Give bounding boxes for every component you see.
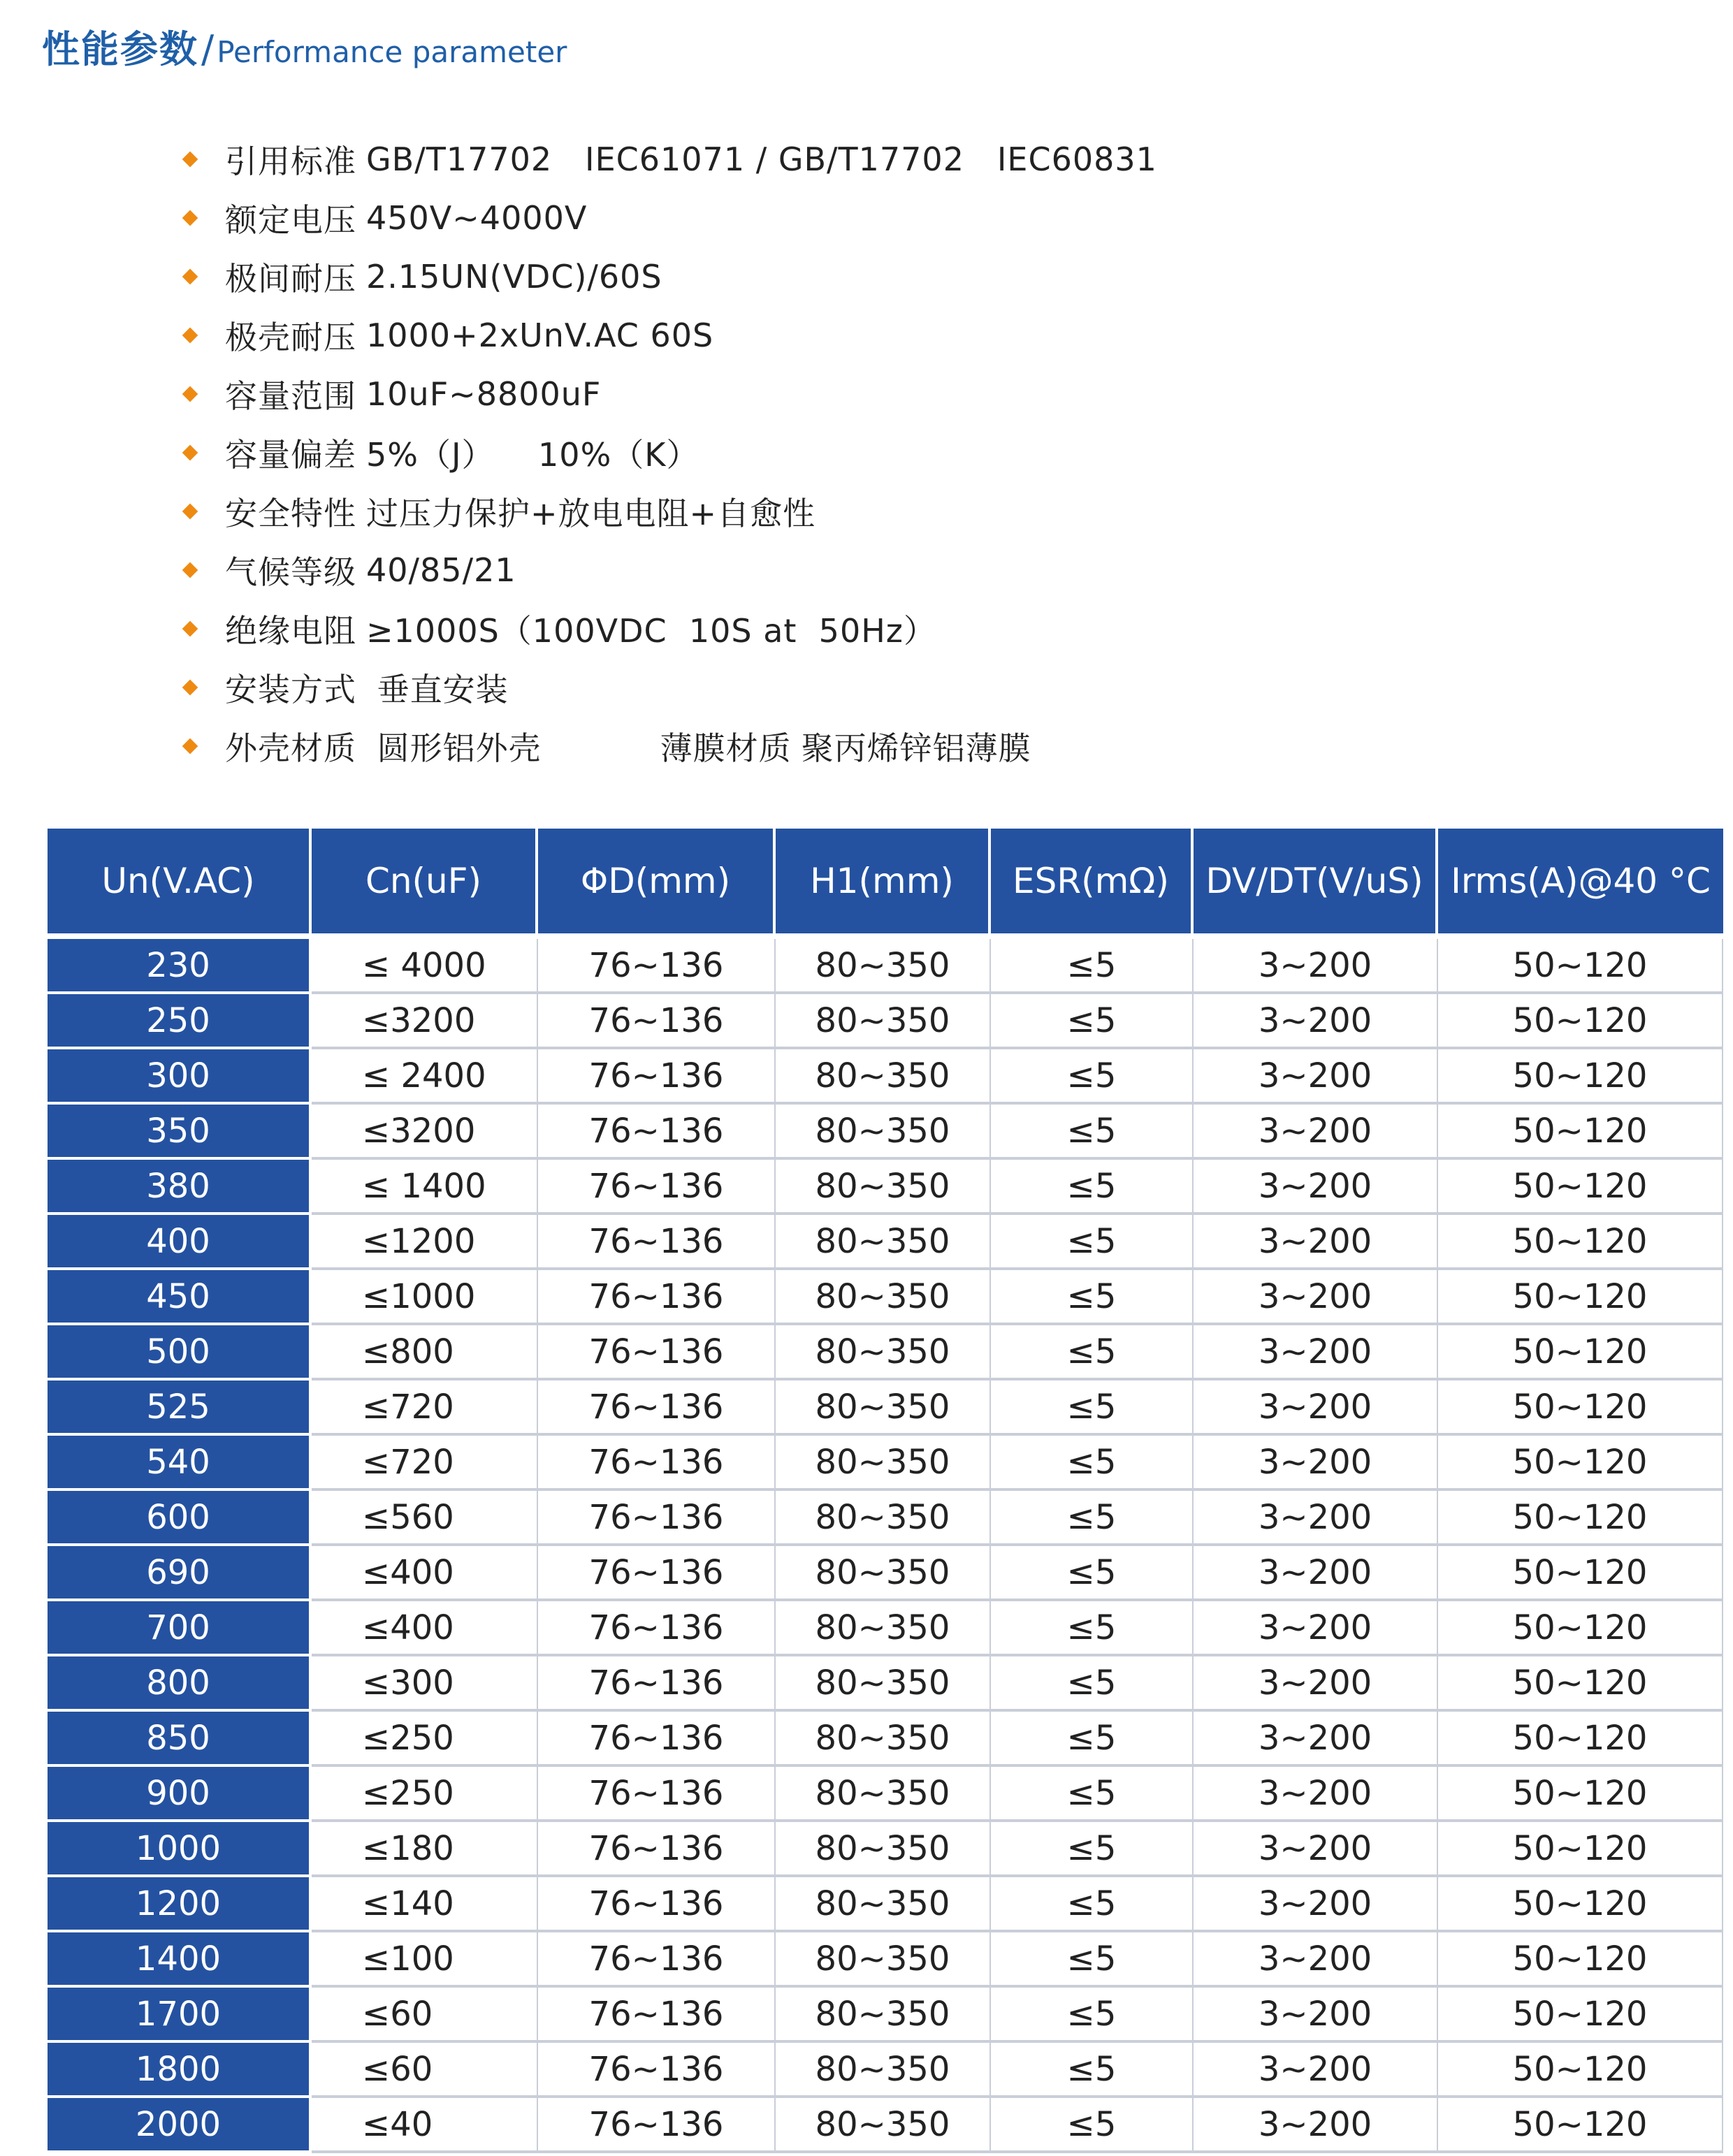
cell-irms: 50~120 <box>1438 1546 1723 1601</box>
cell-irms: 50~120 <box>1438 1877 1723 1932</box>
cell-height: 80~350 <box>776 1491 991 1546</box>
cell-dvdt: 3~200 <box>1194 1988 1438 2043</box>
table-row <box>48 2043 1723 2098</box>
cell-cn: ≤180 <box>312 1822 538 1877</box>
cell-height: 80~350 <box>776 1601 991 1656</box>
spec-label: 安装方式 <box>225 671 356 708</box>
cell-height: 80~350 <box>776 1712 991 1767</box>
diamond-bullet-icon <box>182 562 198 578</box>
cell-un: 380 <box>48 1160 312 1215</box>
column-header: ΦD(mm) <box>538 829 776 939</box>
cell-diameter: 76~136 <box>538 1381 776 1436</box>
spec-item <box>179 541 1646 599</box>
cell-height: 80~350 <box>776 1270 991 1325</box>
spec-label: 引用标准 <box>225 143 356 180</box>
cell-height: 80~350 <box>776 1988 991 2043</box>
cell-esr: ≤5 <box>991 939 1194 994</box>
cell-irms: 50~120 <box>1438 1270 1723 1325</box>
cell-irms: 50~120 <box>1438 1712 1723 1767</box>
spec-value: 圆形铝外壳 <box>366 729 542 767</box>
cell-esr: ≤5 <box>991 1767 1194 1822</box>
cell-diameter: 76~136 <box>538 1601 776 1656</box>
cell-un: 230 <box>48 939 312 994</box>
spec-label: 绝缘电阻 <box>225 612 356 650</box>
cell-esr: ≤5 <box>991 2098 1194 2153</box>
column-header: Un(V.AC) <box>48 829 312 939</box>
table-row <box>48 939 1723 994</box>
cell-un: 690 <box>48 1546 312 1601</box>
cell-dvdt: 3~200 <box>1194 1601 1438 1656</box>
diamond-bullet-icon <box>182 328 198 344</box>
spec-value: 10uF~8800uF <box>366 375 602 413</box>
table-row <box>48 1877 1723 1932</box>
cell-diameter: 76~136 <box>538 1822 776 1877</box>
cell-diameter: 76~136 <box>538 1988 776 2043</box>
spec-value: 5%（J） 10%（K） <box>366 436 699 474</box>
cell-esr: ≤5 <box>991 1712 1194 1767</box>
cell-diameter: 76~136 <box>538 1325 776 1381</box>
cell-cn: ≤720 <box>312 1436 538 1491</box>
page-title <box>42 20 567 75</box>
table-row <box>48 1105 1723 1160</box>
cell-dvdt: 3~200 <box>1194 1656 1438 1712</box>
cell-irms: 50~120 <box>1438 2043 1723 2098</box>
cell-height: 80~350 <box>776 1381 991 1436</box>
cell-irms: 50~120 <box>1438 1049 1723 1105</box>
spec-value: 1000+2xUnV.AC 60S <box>366 316 714 354</box>
table-row <box>48 1767 1723 1822</box>
cell-irms: 50~120 <box>1438 1822 1723 1877</box>
cell-cn: ≤1200 <box>312 1215 538 1270</box>
cell-esr: ≤5 <box>991 1105 1194 1160</box>
cell-dvdt: 3~200 <box>1194 1270 1438 1325</box>
cell-irms: 50~120 <box>1438 1160 1723 1215</box>
cell-diameter: 76~136 <box>538 1546 776 1601</box>
cell-irms: 50~120 <box>1438 2098 1723 2153</box>
cell-un: 300 <box>48 1049 312 1105</box>
diamond-bullet-icon <box>182 269 198 285</box>
cell-esr: ≤5 <box>991 994 1194 1049</box>
cell-un: 350 <box>48 1105 312 1160</box>
page-title-cn: 性能参数 <box>42 27 198 71</box>
table-row <box>48 1546 1723 1601</box>
table-row <box>48 1656 1723 1712</box>
cell-height: 80~350 <box>776 1436 991 1491</box>
spec-item <box>179 130 1646 189</box>
spec-item <box>179 482 1646 541</box>
cell-esr: ≤5 <box>991 1988 1194 2043</box>
spec-item <box>179 658 1646 717</box>
spec-label: 外壳材质 <box>225 729 356 767</box>
cell-cn: ≤100 <box>312 1932 538 1988</box>
cell-un: 2000 <box>48 2098 312 2153</box>
table-row <box>48 1381 1723 1436</box>
table-row <box>48 1491 1723 1546</box>
cell-cn: ≤ 4000 <box>312 939 538 994</box>
parameter-table <box>48 829 1723 2153</box>
cell-diameter: 76~136 <box>538 1767 776 1822</box>
cell-diameter: 76~136 <box>538 939 776 994</box>
diamond-bullet-icon <box>182 504 198 520</box>
spec-label: 容量范围 <box>225 377 356 415</box>
spec-value: 40/85/21 <box>366 551 516 589</box>
cell-height: 80~350 <box>776 2043 991 2098</box>
cell-height: 80~350 <box>776 1215 991 1270</box>
cell-cn: ≤300 <box>312 1656 538 1712</box>
column-header: H1(mm) <box>776 829 991 939</box>
cell-dvdt: 3~200 <box>1194 2043 1438 2098</box>
diamond-bullet-icon <box>182 738 198 755</box>
spec-label: 极壳耐压 <box>225 319 356 356</box>
cell-diameter: 76~136 <box>538 2098 776 2153</box>
cell-cn: ≤720 <box>312 1381 538 1436</box>
diamond-bullet-icon <box>182 210 198 226</box>
spec-label: 气候等级 <box>225 553 356 591</box>
cell-dvdt: 3~200 <box>1194 1436 1438 1491</box>
cell-cn: ≤250 <box>312 1767 538 1822</box>
spec-label: 容量偏差 <box>225 436 356 474</box>
cell-cn: ≤ 1400 <box>312 1160 538 1215</box>
table-row <box>48 1160 1723 1215</box>
cell-dvdt: 3~200 <box>1194 1491 1438 1546</box>
spec-value: 垂直安装 <box>366 671 509 708</box>
cell-esr: ≤5 <box>991 1877 1194 1932</box>
cell-dvdt: 3~200 <box>1194 1877 1438 1932</box>
table-row <box>48 1049 1723 1105</box>
cell-cn: ≤3200 <box>312 1105 538 1160</box>
cell-un: 900 <box>48 1767 312 1822</box>
cell-un: 700 <box>48 1601 312 1656</box>
cell-cn: ≤560 <box>312 1491 538 1546</box>
cell-dvdt: 3~200 <box>1194 1546 1438 1601</box>
cell-irms: 50~120 <box>1438 1436 1723 1491</box>
cell-esr: ≤5 <box>991 1491 1194 1546</box>
cell-diameter: 76~136 <box>538 1712 776 1767</box>
cell-cn: ≤250 <box>312 1712 538 1767</box>
table-row <box>48 1601 1723 1656</box>
cell-height: 80~350 <box>776 939 991 994</box>
diamond-bullet-icon <box>182 445 198 461</box>
cell-un: 1200 <box>48 1877 312 1932</box>
cell-diameter: 76~136 <box>538 1491 776 1546</box>
cell-height: 80~350 <box>776 1656 991 1712</box>
cell-irms: 50~120 <box>1438 994 1723 1049</box>
spec-label: 极间耐压 <box>225 260 356 298</box>
column-header: Irms(A)@40 °C <box>1438 829 1723 939</box>
column-header: ESR(mΩ) <box>991 829 1194 939</box>
table-row <box>48 1822 1723 1877</box>
cell-cn: ≤3200 <box>312 994 538 1049</box>
table-row <box>48 1325 1723 1381</box>
cell-irms: 50~120 <box>1438 1601 1723 1656</box>
cell-height: 80~350 <box>776 1822 991 1877</box>
page-title-separator: / <box>201 27 215 71</box>
cell-un: 1400 <box>48 1932 312 1988</box>
cell-cn: ≤800 <box>312 1325 538 1381</box>
cell-esr: ≤5 <box>991 1381 1194 1436</box>
cell-un: 500 <box>48 1325 312 1381</box>
cell-irms: 50~120 <box>1438 1105 1723 1160</box>
spec-label: 安全特性 <box>225 495 356 532</box>
cell-un: 800 <box>48 1656 312 1712</box>
cell-height: 80~350 <box>776 1546 991 1601</box>
cell-dvdt: 3~200 <box>1194 1381 1438 1436</box>
cell-esr: ≤5 <box>991 2043 1194 2098</box>
cell-esr: ≤5 <box>991 1656 1194 1712</box>
cell-un: 850 <box>48 1712 312 1767</box>
cell-cn: ≤1000 <box>312 1270 538 1325</box>
cell-dvdt: 3~200 <box>1194 2098 1438 2153</box>
cell-irms: 50~120 <box>1438 939 1723 994</box>
column-header: DV/DT(V/uS) <box>1194 829 1438 939</box>
spec-value: GB/T17702 IEC61071 / GB/T17702 IEC60831 <box>366 140 1157 178</box>
cell-height: 80~350 <box>776 1325 991 1381</box>
cell-cn: ≤ 2400 <box>312 1049 538 1105</box>
cell-dvdt: 3~200 <box>1194 1325 1438 1381</box>
spec-item <box>179 599 1646 658</box>
cell-irms: 50~120 <box>1438 1656 1723 1712</box>
cell-un: 540 <box>48 1436 312 1491</box>
table-body <box>48 939 1723 2153</box>
cell-dvdt: 3~200 <box>1194 1160 1438 1215</box>
cell-diameter: 76~136 <box>538 1656 776 1712</box>
cell-un: 1800 <box>48 2043 312 2098</box>
cell-esr: ≤5 <box>991 1546 1194 1601</box>
cell-un: 1000 <box>48 1822 312 1877</box>
cell-irms: 50~120 <box>1438 1381 1723 1436</box>
cell-cn: ≤60 <box>312 2043 538 2098</box>
cell-esr: ≤5 <box>991 1436 1194 1491</box>
diamond-bullet-icon <box>182 621 198 637</box>
cell-dvdt: 3~200 <box>1194 939 1438 994</box>
cell-height: 80~350 <box>776 994 991 1049</box>
cell-esr: ≤5 <box>991 1325 1194 1381</box>
spec-item <box>179 247 1646 306</box>
cell-height: 80~350 <box>776 1767 991 1822</box>
table-row <box>48 1270 1723 1325</box>
spec-item <box>179 306 1646 365</box>
table-header-row <box>48 829 1723 939</box>
spec-item <box>179 189 1646 247</box>
cell-dvdt: 3~200 <box>1194 994 1438 1049</box>
cell-diameter: 76~136 <box>538 1270 776 1325</box>
table-row <box>48 1436 1723 1491</box>
cell-dvdt: 3~200 <box>1194 1049 1438 1105</box>
table-row <box>48 1712 1723 1767</box>
cell-height: 80~350 <box>776 1160 991 1215</box>
cell-esr: ≤5 <box>991 1270 1194 1325</box>
cell-irms: 50~120 <box>1438 1215 1723 1270</box>
cell-height: 80~350 <box>776 1877 991 1932</box>
cell-irms: 50~120 <box>1438 1988 1723 2043</box>
cell-dvdt: 3~200 <box>1194 1932 1438 1988</box>
spec-value: 过压力保护+放电电阻+自愈性 <box>366 495 816 532</box>
table-row <box>48 1988 1723 2043</box>
cell-dvdt: 3~200 <box>1194 1105 1438 1160</box>
cell-esr: ≤5 <box>991 1822 1194 1877</box>
spec-value: ≥1000S（100VDC 10S at 50Hz） <box>366 612 936 650</box>
spec-list <box>179 130 1646 775</box>
cell-un: 1700 <box>48 1988 312 2043</box>
cell-irms: 50~120 <box>1438 1767 1723 1822</box>
cell-dvdt: 3~200 <box>1194 1712 1438 1767</box>
cell-esr: ≤5 <box>991 1049 1194 1105</box>
cell-dvdt: 3~200 <box>1194 1767 1438 1822</box>
cell-un: 450 <box>48 1270 312 1325</box>
cell-height: 80~350 <box>776 2098 991 2153</box>
table-row <box>48 1215 1723 1270</box>
cell-un: 600 <box>48 1491 312 1546</box>
cell-cn: ≤140 <box>312 1877 538 1932</box>
cell-esr: ≤5 <box>991 1160 1194 1215</box>
spec-value-film: 聚丙烯锌铝薄膜 <box>801 729 1031 767</box>
cell-diameter: 76~136 <box>538 1049 776 1105</box>
column-header: Cn(uF) <box>312 829 538 939</box>
spec-item-housing <box>179 717 1646 775</box>
page-title-en: Performance parameter <box>217 35 567 69</box>
cell-diameter: 76~136 <box>538 2043 776 2098</box>
cell-diameter: 76~136 <box>538 1215 776 1270</box>
table-row <box>48 2098 1723 2153</box>
spec-value: 2.15UN(VDC)/60S <box>366 258 662 296</box>
cell-diameter: 76~136 <box>538 1105 776 1160</box>
cell-cn: ≤40 <box>312 2098 538 2153</box>
cell-cn: ≤400 <box>312 1601 538 1656</box>
table-row <box>48 994 1723 1049</box>
cell-dvdt: 3~200 <box>1194 1215 1438 1270</box>
table-row <box>48 1932 1723 1988</box>
cell-irms: 50~120 <box>1438 1491 1723 1546</box>
cell-height: 80~350 <box>776 1932 991 1988</box>
spec-label: 额定电压 <box>225 201 356 239</box>
diamond-bullet-icon <box>182 680 198 696</box>
cell-diameter: 76~136 <box>538 1932 776 1988</box>
spec-item <box>179 365 1646 423</box>
cell-esr: ≤5 <box>991 1601 1194 1656</box>
cell-height: 80~350 <box>776 1049 991 1105</box>
spec-value: 450V~4000V <box>366 199 588 237</box>
diamond-bullet-icon <box>182 386 198 402</box>
cell-irms: 50~120 <box>1438 1325 1723 1381</box>
cell-irms: 50~120 <box>1438 1932 1723 1988</box>
cell-esr: ≤5 <box>991 1215 1194 1270</box>
cell-cn: ≤400 <box>312 1546 538 1601</box>
cell-un: 525 <box>48 1381 312 1436</box>
cell-diameter: 76~136 <box>538 1160 776 1215</box>
diamond-bullet-icon <box>182 152 198 168</box>
cell-un: 400 <box>48 1215 312 1270</box>
cell-height: 80~350 <box>776 1105 991 1160</box>
spec-label-film: 薄膜材质 <box>660 729 792 767</box>
cell-diameter: 76~136 <box>538 994 776 1049</box>
cell-esr: ≤5 <box>991 1932 1194 1988</box>
cell-diameter: 76~136 <box>538 1436 776 1491</box>
cell-dvdt: 3~200 <box>1194 1822 1438 1877</box>
cell-cn: ≤60 <box>312 1988 538 2043</box>
cell-diameter: 76~136 <box>538 1877 776 1932</box>
cell-un: 250 <box>48 994 312 1049</box>
spec-item <box>179 423 1646 482</box>
